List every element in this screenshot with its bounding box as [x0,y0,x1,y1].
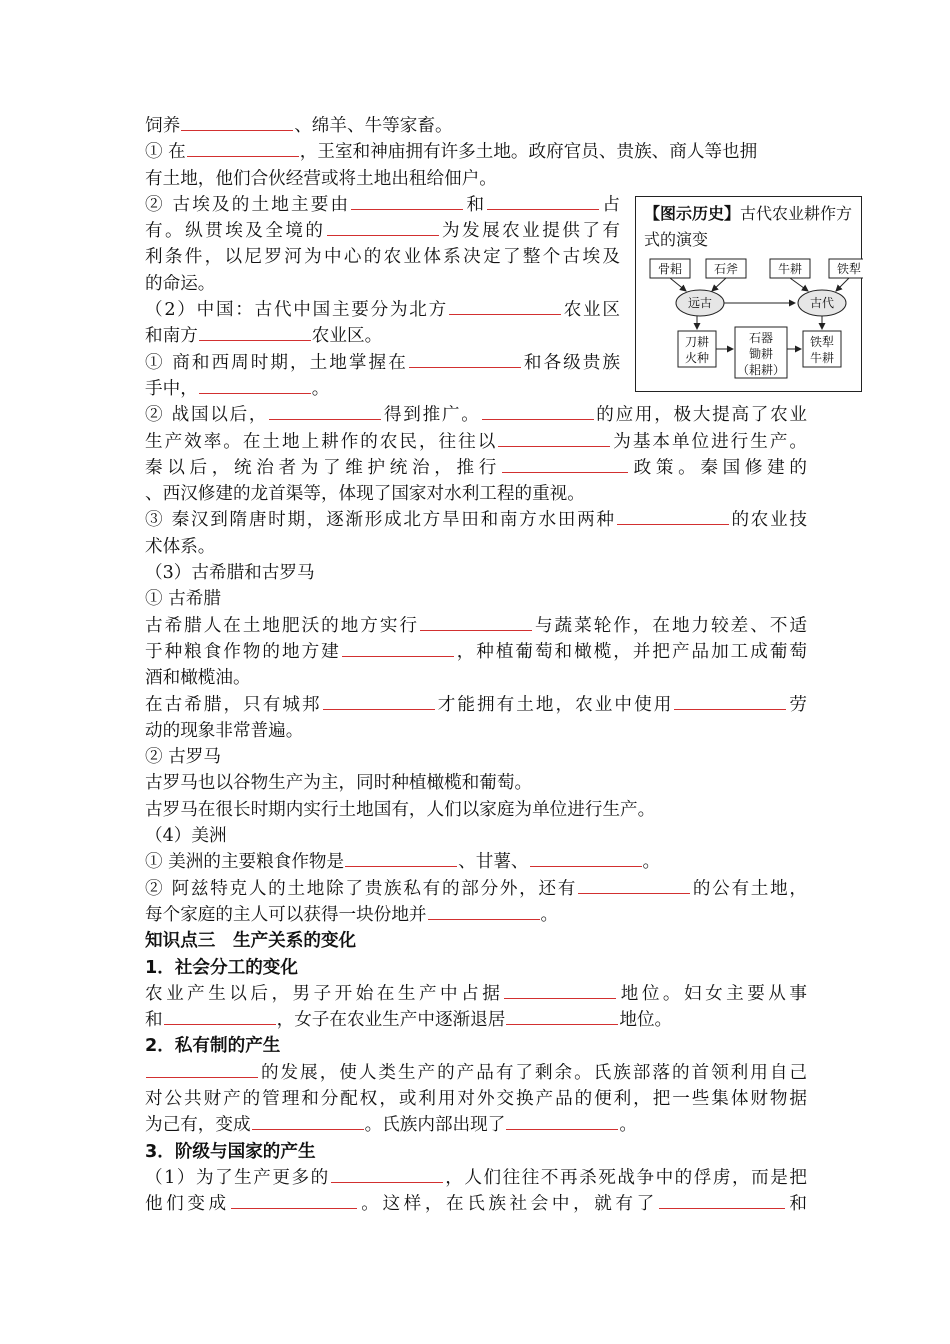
label-shifu: 石斧 [713,262,739,276]
text-line: 农业产生以后，男子开始在生产中占据 地位。妇女主要从事 [145,983,807,1004]
fill-blank[interactable] [199,392,311,394]
text-line: 手中， 。 [145,378,330,399]
text-line: 生产效率。在土地上耕作的农民，往往以 为基本单位进行生产。 [145,431,807,452]
text-line: ② 古埃及的土地主要由 和 占 [145,194,620,215]
text-line: 有土地，他们合伙经营或将土地出租给佃户。 [145,168,497,189]
text-line: 酒和橄榄油。 [145,668,251,689]
wrapped-text-beside-figure [145,192,620,402]
label-tie2: 牛耕 [809,351,835,365]
fill-blank[interactable] [487,208,599,210]
fill-blank[interactable] [252,1128,364,1130]
section-subheading: 1．社会分工的变化 [145,957,298,978]
text-line: 利条件，以尼罗河为中心的农业体系决定了整个古埃及 [145,247,620,268]
subsection-heading: ② 古罗马 [145,747,221,768]
text-line: 在古希腊，只有城邦 才能拥有土地，农业中使用 劳 [145,694,807,715]
fill-blank[interactable] [506,1023,618,1025]
fill-blank[interactable] [181,129,293,131]
fill-blank[interactable] [146,1076,258,1078]
fill-blank[interactable] [187,155,299,157]
text-line: ② 阿兹特克人的土地除了贵族私有的部分外，还有 的公有土地， [145,878,807,899]
fill-blank[interactable] [659,1207,785,1209]
figure-tag: 【图示历史】 [644,204,741,223]
fill-blank[interactable] [674,708,786,710]
text-line: 每个家庭的主人可以获得一块份地并 。 [145,904,559,925]
text-line: 为己有，变成 。氏族内部出现了 。 [145,1115,637,1136]
text-line: 和 ，女子在农业生产中逐渐退居 地位。 [145,1010,673,1031]
subsection-heading: （4）美洲 [145,826,227,847]
fill-blank[interactable] [164,1023,276,1025]
text-line: 于种粮食作物的地方建 ，种植葡萄和橄榄，并把产品加工成葡萄 [145,641,807,662]
label-yuangu: 远古 [687,296,713,310]
text-line: 有。纵贯埃及全境的 为发展农业提供了有 [145,221,620,242]
text-line: 古罗马也以谷物生产为主，同时种植橄榄和葡萄。 [145,773,533,794]
fill-blank[interactable] [617,523,729,525]
label-tieli: 铁犁 [836,262,862,276]
text-line: 他们变成 。这样，在氏族社会中，就有了 和 [145,1194,807,1215]
text-line: （1）为了生产更多的 ，人们往往不再杀死战争中的俘虏，而是把 [145,1167,807,1188]
fill-blank[interactable] [327,234,439,236]
label-shi1: 石器 [748,331,774,345]
fill-blank[interactable] [502,471,628,473]
fill-blank[interactable] [449,313,561,315]
label-tie1: 铁犁 [809,335,835,349]
label-gudai: 古代 [809,296,835,310]
fill-blank[interactable] [351,208,463,210]
fill-blank[interactable] [498,445,610,447]
label-dao1: 刀耕 [684,335,710,349]
fill-blank[interactable] [199,339,311,341]
fill-blank[interactable] [506,1128,618,1130]
label-dao2: 火种 [684,351,710,365]
section-heading: 知识点三 生产关系的变化 [145,931,357,952]
text-line: ① 美洲的主要粮食作物是 、甘薯、 。 [145,852,661,873]
text-line: 的命运。 [145,273,216,294]
farming-evolution-figure [635,196,862,392]
text-line: 、西汉修建的龙首渠等，体现了国家对水利工程的重视。 [145,484,585,505]
fill-blank[interactable] [323,708,435,710]
text-line: （2）中国：古代中国主要分为北方 农业区 [145,300,620,321]
fill-blank[interactable] [482,418,594,420]
label-niugeng: 牛耕 [777,262,803,276]
fill-blank[interactable] [342,655,454,657]
label-shi3: （耜耕） [736,363,786,377]
arrow [670,278,686,291]
text-line: 对公共财产的管理和分配权，或利用对外交换产品的便利，把一些集体财物据 [145,1088,807,1109]
fill-blank[interactable] [504,997,616,999]
arrow [790,278,808,291]
text-line: 和南方 农业区。 [145,326,383,347]
fill-blank[interactable] [231,1207,357,1209]
text-line: 动的现象非常普遍。 [145,720,304,741]
label-shi2: 锄耕 [748,347,774,361]
fill-blank[interactable] [420,629,532,631]
arrow [836,278,849,291]
figure-title-text: 古代农业耕作方式的演变 [644,204,853,249]
text-line: 饲养 、绵羊、牛等家畜。 [145,116,453,136]
arrow [712,278,726,291]
section-subheading: 2．私有制的产生 [145,1036,281,1057]
text-line: ② 战国以后， 得到推广。 的应用，极大提高了农业 [145,405,807,426]
text-line: 古罗马在很长时期内实行土地国有，人们以家庭为单位进行生产。 [145,799,656,820]
text-line: 古希腊人在土地肥沃的地方实行 与蔬菜轮作，在地力较差、不适 [145,615,807,636]
subsection-heading: ① 古希腊 [145,589,221,610]
fill-blank[interactable] [578,892,690,894]
text-line: 的发展，使人类生产的产品有了剩余。氏族部落的首领利用自己 [145,1060,807,1086]
text-line: ③ 秦汉到隋唐时期，逐渐形成北方旱田和南方水田两种 的农业技 [145,510,807,531]
text-line: ① 在 ，王室和神庙拥有许多土地。政府官员、贵族、商人等也拥 [145,142,758,163]
text-line: 术体系。 [145,536,216,557]
fill-blank[interactable] [530,865,642,867]
fill-blank[interactable] [331,1181,443,1183]
fill-blank[interactable] [428,918,540,920]
text-line: 秦以后，统治者为了维护统治，推行 政策。秦国修建的 [145,457,807,478]
fill-blank[interactable] [409,366,521,368]
subsection-heading: （3）古希腊和古罗马 [145,563,315,584]
label-gusi: 骨耜 [657,262,683,276]
fill-blank[interactable] [269,418,381,420]
figure-diagram [636,197,863,393]
section-subheading: 3．阶级与国家的产生 [145,1141,316,1162]
text-line: ① 商和西周时期，土地掌握在 和各级贵族 [145,352,620,373]
fill-blank[interactable] [345,865,457,867]
